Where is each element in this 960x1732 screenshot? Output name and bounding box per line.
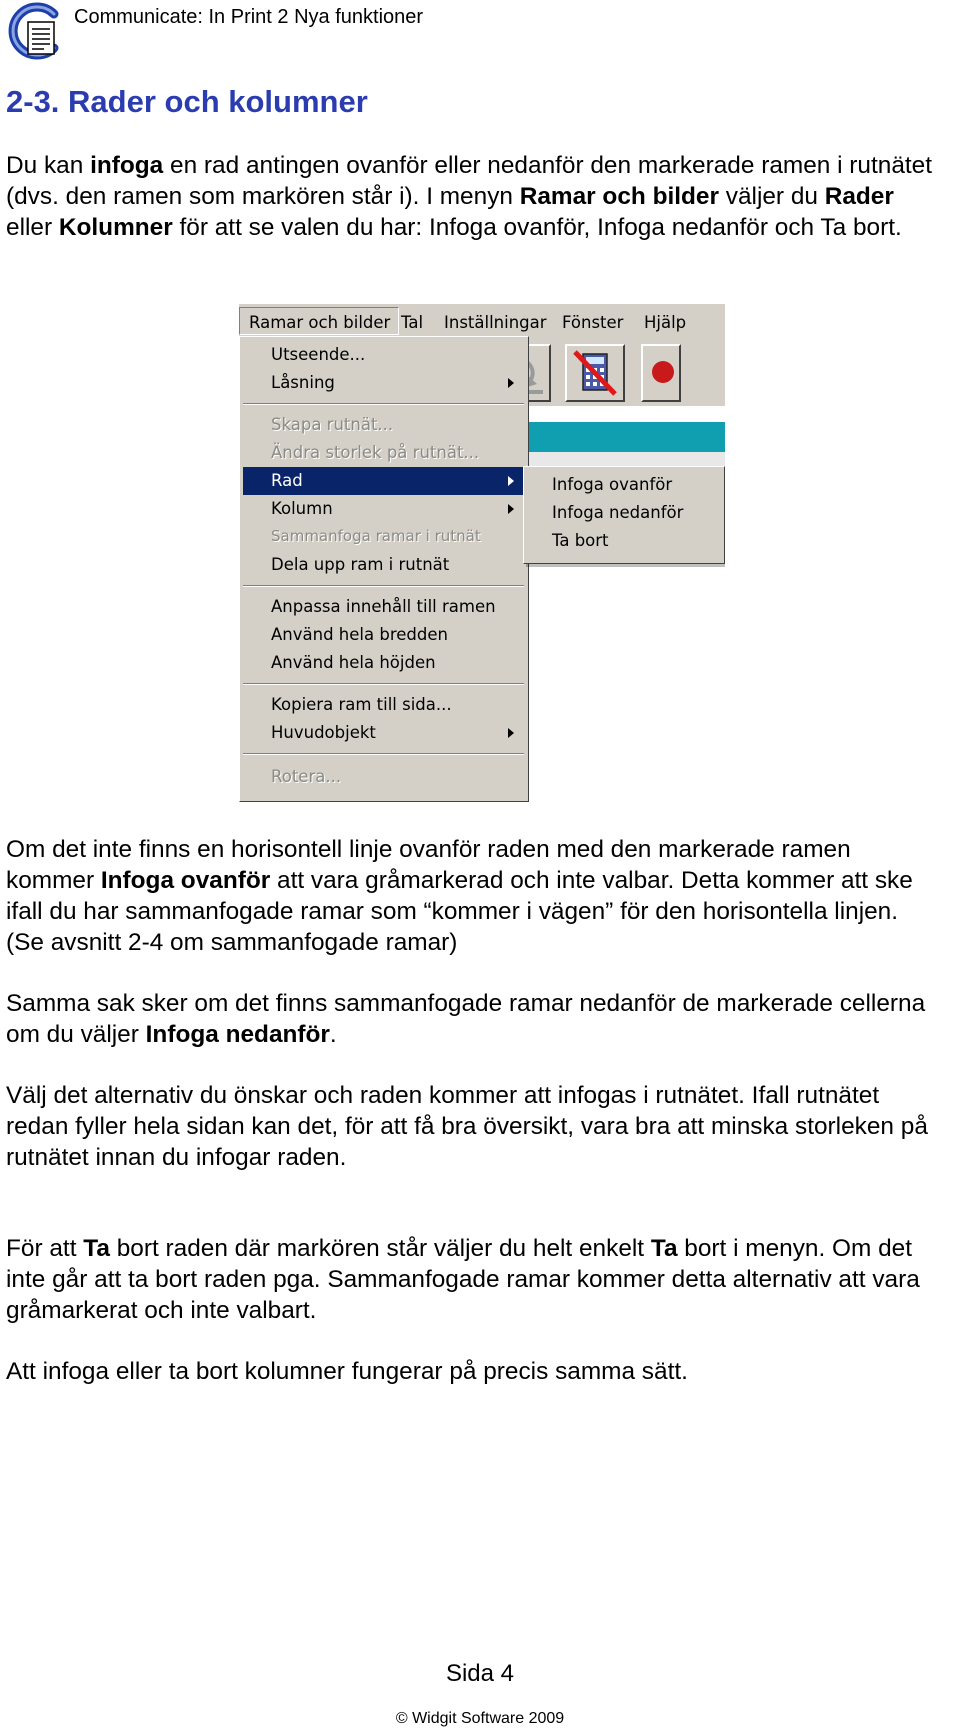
menu-item-label: Kolumn: [271, 499, 333, 518]
submenu-arrow-icon: [508, 476, 514, 486]
text-run: väljer du: [718, 183, 825, 210]
paragraph-infoga-nedanfor: [6, 988, 941, 1050]
page-header: [4, 2, 944, 62]
bold-run: infoga: [90, 152, 164, 179]
menu-separator: [243, 753, 524, 755]
text-run: Du kan: [6, 152, 91, 179]
menubar-item-installningar[interactable]: Inställningar: [444, 313, 547, 332]
menu-item-label: Sammanfoga ramar i rutnät: [271, 527, 481, 545]
menu-item-label: Kopiera ram till sida...: [271, 695, 452, 714]
no-calculator-icon: [567, 346, 623, 400]
menu-item-label: Låsning: [271, 373, 335, 392]
submenu-item-infoga-nedanfor[interactable]: [527, 499, 721, 527]
paragraph-valj-alternativ: [6, 1080, 941, 1173]
menu-item-label: Använd hela höjden: [271, 653, 436, 672]
menu-item-rad[interactable]: [243, 467, 524, 495]
submenu-item-label: Infoga nedanför: [552, 503, 684, 522]
menu-item-label: Anpassa innehåll till ramen: [271, 597, 496, 616]
menubar-item-ramar-och-bilder[interactable]: Ramar och bilder: [239, 307, 399, 335]
submenu-arrow-icon: [508, 728, 514, 738]
paragraph-ta-bort: [6, 1233, 941, 1326]
menubar-item-tal[interactable]: Tal: [401, 313, 424, 332]
menu-item-label: Rotera...: [271, 767, 342, 786]
submenu-item-label: Ta bort: [552, 531, 609, 550]
text-run: eller: [6, 214, 59, 241]
menu-separator: [243, 683, 524, 685]
section-heading: 2-3. Rader och kolumner: [6, 84, 368, 119]
paragraph-intro: [6, 150, 941, 243]
menu-item-andra-storlek: [243, 439, 524, 467]
text-run: Om det inte finns en horisontell linje ovanför raden med den markerade ramen kommer: [6, 836, 851, 894]
text-run: bort i menyn. Om det inte går att ta bort raden pga. Sammanfogade ramar kommer detta alternativ att vara gråmarkerat och inte valbart.: [6, 1235, 920, 1324]
submenu-item-ta-bort[interactable]: [527, 527, 721, 555]
menu-item-label: Skapa rutnät...: [271, 415, 394, 434]
menubar: [239, 302, 725, 338]
menu-item-sammanfoga: [243, 523, 524, 551]
text-run: för att se valen du har: Infoga ovanför, Infoga nedanför och Ta bort.: [172, 214, 902, 241]
submenu-rad: [523, 466, 725, 564]
text-run: För att: [6, 1235, 84, 1262]
menu-item-rotera: [243, 763, 524, 791]
menu-item-label: Dela upp ram i rutnät: [271, 555, 450, 574]
menu-item-anpassa[interactable]: [243, 593, 524, 621]
submenu-arrow-icon: [508, 378, 514, 388]
text-run: Att infoga eller ta bort kolumner fungerar på precis samma sätt.: [6, 1358, 688, 1385]
bold-run: Ta: [650, 1235, 678, 1262]
paragraph-kolumner: [6, 1356, 941, 1387]
paragraph-infoga-ovanfor: [6, 834, 941, 958]
menubar-item-hjalp[interactable]: Hjälp: [644, 313, 687, 332]
menubar-item-fonster[interactable]: Fönster: [562, 313, 624, 332]
bold-run: Rader: [824, 183, 894, 210]
dropdown-menu-ramar-och-bilder: [239, 336, 529, 802]
submenu-item-label: Infoga ovanför: [552, 475, 673, 494]
menu-item-label: Rad: [271, 471, 303, 490]
menu-item-hela-hojden[interactable]: [243, 649, 524, 677]
text-run: Välj det alternativ du önskar och raden kommer att infogas i rutnätet. Ifall rutnätet redan fyller hela sidan kan det, för att få bra översikt, vara bra att minska storleken på rutnätet innan du infogar raden.: [6, 1082, 928, 1171]
bold-run: Ta: [83, 1235, 110, 1262]
stop-icon: [643, 346, 679, 400]
menu-item-label: Använd hela bredden: [271, 625, 448, 644]
toolbar-button-stop[interactable]: [641, 344, 681, 402]
menu-item-hela-bredden[interactable]: [243, 621, 524, 649]
menu-item-skapa-rutnat: [243, 411, 524, 439]
menu-separator: [243, 585, 524, 587]
text-run: att vara gråmarkerad och inte valbar. Detta kommer att ske ifall du har sammanfogade ramar som “kommer i vägen” för den horisontella linjen. (Se avsnitt 2-4 om sammanfogade ramar): [6, 867, 913, 956]
menu-item-label: Huvudobjekt: [271, 723, 376, 742]
bold-run: Ramar och bilder: [519, 183, 719, 210]
page-number: Sida 4: [445, 1660, 515, 1687]
menu-item-label: Utseende...: [271, 345, 366, 364]
bold-run: Infoga nedanför: [145, 1021, 330, 1048]
text-run: bort raden där markören står väljer du helt enkelt: [109, 1235, 651, 1262]
menu-item-label: Ändra storlek på rutnät...: [271, 443, 480, 462]
bold-run: Kolumner: [58, 214, 173, 241]
submenu-item-infoga-ovanfor[interactable]: [527, 471, 721, 499]
menu-item-huvudobjekt[interactable]: [243, 719, 524, 747]
menu-item-kopiera[interactable]: [243, 691, 524, 719]
menu-screenshot: [239, 302, 725, 802]
text-run: en rad antingen ovanför eller nedanför den markerade ramen i rutnätet (dvs. den ramen som markören står i). I menyn: [6, 152, 933, 210]
header-title: Communicate: In Print 2 Nya funktioner: [74, 6, 424, 28]
submenu-arrow-icon: [508, 504, 514, 514]
toolbar-button-no-calculator[interactable]: [565, 344, 625, 402]
copyright: © Widgit Software 2009: [395, 1710, 565, 1727]
menu-separator: [243, 403, 524, 405]
text-run: .: [329, 1021, 337, 1048]
menu-item-utseende[interactable]: [243, 341, 524, 369]
document-logo-icon: [4, 2, 62, 60]
menu-item-lasning[interactable]: [243, 369, 524, 397]
menu-item-dela-upp[interactable]: [243, 551, 524, 579]
text-run: Samma sak sker om det finns sammanfogade ramar nedanför de markerade cellerna om du väljer: [6, 990, 926, 1048]
bold-run: Infoga ovanför: [100, 867, 271, 894]
menu-item-kolumn[interactable]: [243, 495, 524, 523]
